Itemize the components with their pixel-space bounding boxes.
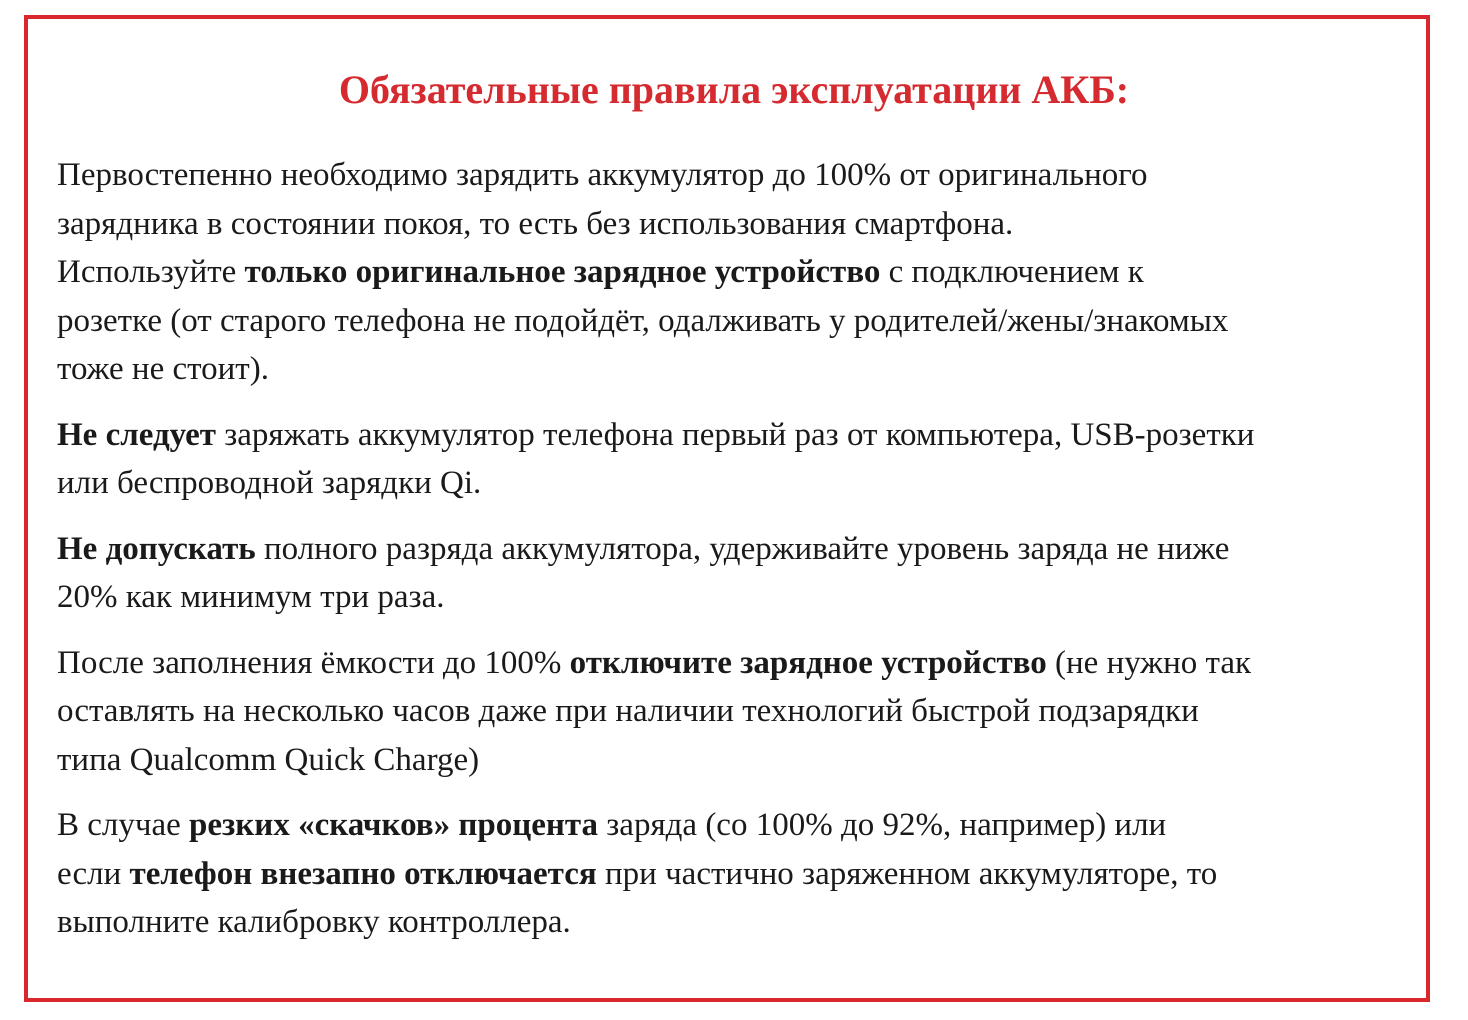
paragraph-line: розетке (от старого телефона не подойдёт, одалживать у родителей/жены/знакомых <box>57 302 1229 339</box>
paragraph-text: (не нужно так <box>1046 644 1252 681</box>
paragraph-no-full-discharge <box>57 525 1417 622</box>
paragraph-text: Используйте <box>57 254 245 290</box>
paragraph-text: если <box>57 855 130 892</box>
emphasis-do-not-allow: Не допускать <box>57 530 256 567</box>
emphasis-sharp-jumps: резких «скачков» процента <box>189 807 599 843</box>
rules-text <box>57 151 1417 947</box>
paragraph-text: с подключением к <box>880 254 1144 290</box>
emphasis-original-charger: только оригинальное зарядное устройство <box>244 254 881 290</box>
emphasis-disconnect-charger: отключите зарядное устройство <box>569 644 1047 681</box>
paragraph-no-usb-charge <box>57 411 1417 508</box>
paragraph-line: или беспроводной зарядки Qi. <box>57 465 482 501</box>
paragraph-text: После заполнения ёмкости до 100% <box>57 644 570 681</box>
paragraph-line: 20% как минимум три раза. <box>57 579 445 615</box>
paragraph-text: В случае <box>57 807 190 843</box>
paragraph-line: Первостепенно необходимо зарядить аккумулятор до 100% от оригинального <box>57 157 1148 193</box>
paragraph-line: типа Qualcomm Quick Charge) <box>57 741 480 778</box>
paragraph-line: выполните калибровку контроллера. <box>57 904 571 940</box>
paragraph-calibration <box>57 801 1417 947</box>
paragraph-text: заряда (со 100% до 92%, например) или <box>598 807 1167 843</box>
emphasis-sudden-shutdown: телефон внезапно отключается <box>129 855 597 892</box>
page-title: Обязательные правила эксплуатации АКБ: <box>338 67 1130 112</box>
paragraph-line: оставлять на несколько часов даже при наличии технологий быстрой подзарядки <box>57 693 1199 729</box>
paragraph-line: тоже не стоит). <box>57 351 269 387</box>
paragraph-full-charge <box>57 151 1417 394</box>
paragraph-text: при частично заряженном аккумуляторе, то <box>596 855 1218 892</box>
paragraph-text: полного разряда аккумулятора, удерживайте уровень заряда не ниже <box>255 530 1230 567</box>
emphasis-not-recommended: Не следует <box>57 416 216 453</box>
paragraph-disconnect-charger <box>57 639 1417 785</box>
paragraph-text: заряжать аккумулятор телефона первый раз от компьютера, USB-розетки <box>215 416 1255 453</box>
paragraph-line: зарядника в состоянии покоя, то есть без использования смартфона. <box>57 205 1014 242</box>
